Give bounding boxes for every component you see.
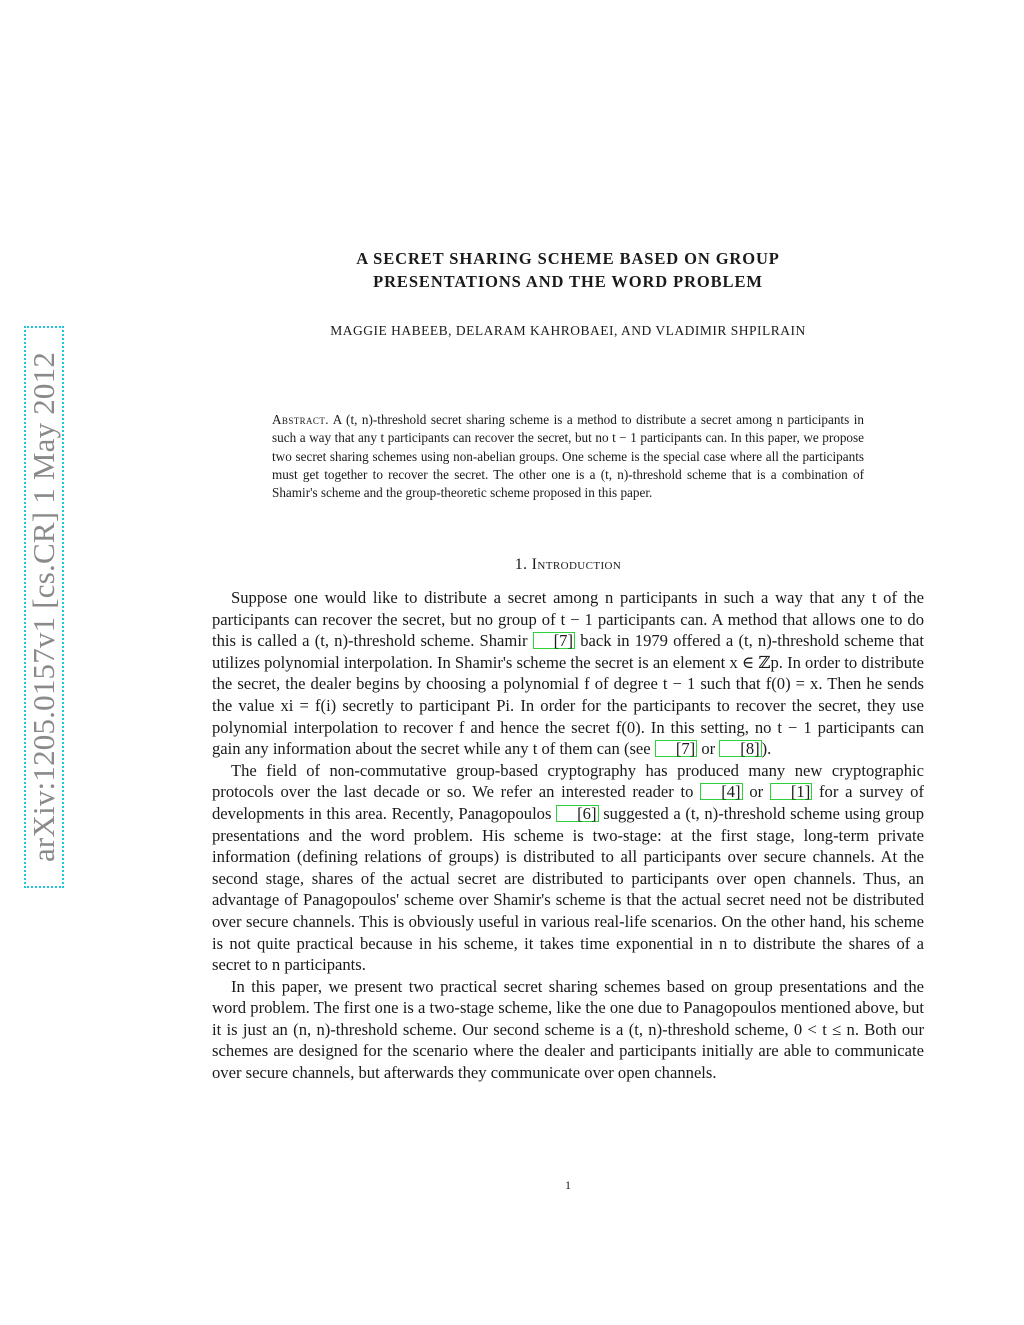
paragraph-2 (212, 760, 924, 976)
page-number: 1 (565, 1178, 571, 1192)
title-line-1: A SECRET SHARING SCHEME BASED ON GROUP (356, 249, 780, 268)
paragraph-3: In this paper, we present two practical secret sharing schemes based on group presentations and the word problem. The first one is a two-stage scheme, like the one due to Panagopoulos mentioned above, but it is just an (n, n)-threshold scheme. Our second scheme is a (t, n)-threshold scheme, 0 < t ≤ n. Both our schemes are designed for the scenario where the dealer and participants initially are able to communicate over secure channels, but afterwards they communicate over open channels. (212, 976, 924, 1083)
citation-link[interactable]: [1] (770, 783, 812, 800)
paper-title (200, 247, 936, 293)
section-title: Introduction (531, 556, 622, 573)
citation-link[interactable]: [8] (719, 740, 761, 757)
paragraph-1-part-d: ). (761, 739, 772, 759)
section-heading (212, 556, 924, 574)
introduction-body (212, 587, 924, 1084)
author-list: MAGGIE HABEEB, DELARAM KAHROBAEI, AND VLADIMIR SHPILRAIN (330, 323, 806, 338)
citation-link[interactable]: [7] (533, 632, 575, 649)
citation-link[interactable]: [7] (655, 740, 697, 757)
abstract (272, 411, 864, 502)
paragraph-2-part-d: suggested a (t, n)-threshold scheme using group presentations and the word problem. His scheme is two-stage: at the first stage, long-term private information (defining relations of groups) is distributed to all participants over secure channels. At the second stage, shares of the actual secret are distributed to participants over open channels. Thus, an advantage of Panagopoulos' scheme over Shamir's scheme is that the actual secret need not be distributed over secure channels. This is obviously useful in various real-life scenarios. On the other hand, his scheme is not quite practical because in his scheme, it takes time exponential in n to distribute the shares of a secret to n participants. (212, 803, 924, 975)
arxiv-identifier[interactable]: arXiv:1205.0157v1 [cs.CR] 1 May 2012 (26, 351, 61, 863)
paragraph-1-part-a: Suppose one would like to distribute a secret among n participants in such a way that any t of the participants can recover the secret, but no group of t − 1 participants can. A method that allows one to do this is called a (t, n)-threshold scheme. Shamir (212, 588, 924, 651)
abstract-label: Abstract. (272, 412, 329, 427)
paragraph-2-part-b: or (742, 782, 770, 802)
paragraph-2-part-a: The field of non-commutative group-based cryptography has produced many new cryptographic protocols over the last decade or so. We refer an interested reader to (212, 760, 924, 802)
abstract-text: A (t, n)-threshold secret sharing scheme is a method to distribute a secret among n participants in such a way that any t participants can recover the secret, but no t − 1 participants can. In this paper, we propose two secret sharing schemes using non-abelian groups. One scheme is the special case where all the participants must get together to recover the secret. The other one is a (t, n)-threshold scheme that is a combination of Shamir's scheme and the group-theoretic scheme proposed in this paper. (272, 412, 864, 501)
paragraph-1-part-b: back in 1979 offered a (t, n)-threshold scheme that utilizes polynomial interpolation. In Shamir's scheme the secret is an element x ∈ ℤp. In order to distribute the secret, the dealer begins by choosing a polynomial f of degree t − 1 such that f(0) = x. Then he sends the value xi = f(i) secretly to participant Pi. In order for the participants to recover the secret, they use polynomial interpolation to recover f and hence the secret f(0). In this setting, no t − 1 participants can gain any information about the secret while any t of them can (see (212, 631, 924, 759)
paragraph-1 (212, 587, 924, 760)
citation-link[interactable]: [4] (700, 783, 742, 800)
citation-link[interactable]: [6] (556, 805, 598, 822)
title-line-2: PRESENTATIONS AND THE WORD PROBLEM (373, 272, 763, 291)
paragraph-1-part-c: or (697, 739, 720, 759)
paragraph-2-part-c: for a survey of developments in this area. Recently, Panagopoulos (212, 782, 924, 823)
section-number: 1. (514, 556, 528, 573)
